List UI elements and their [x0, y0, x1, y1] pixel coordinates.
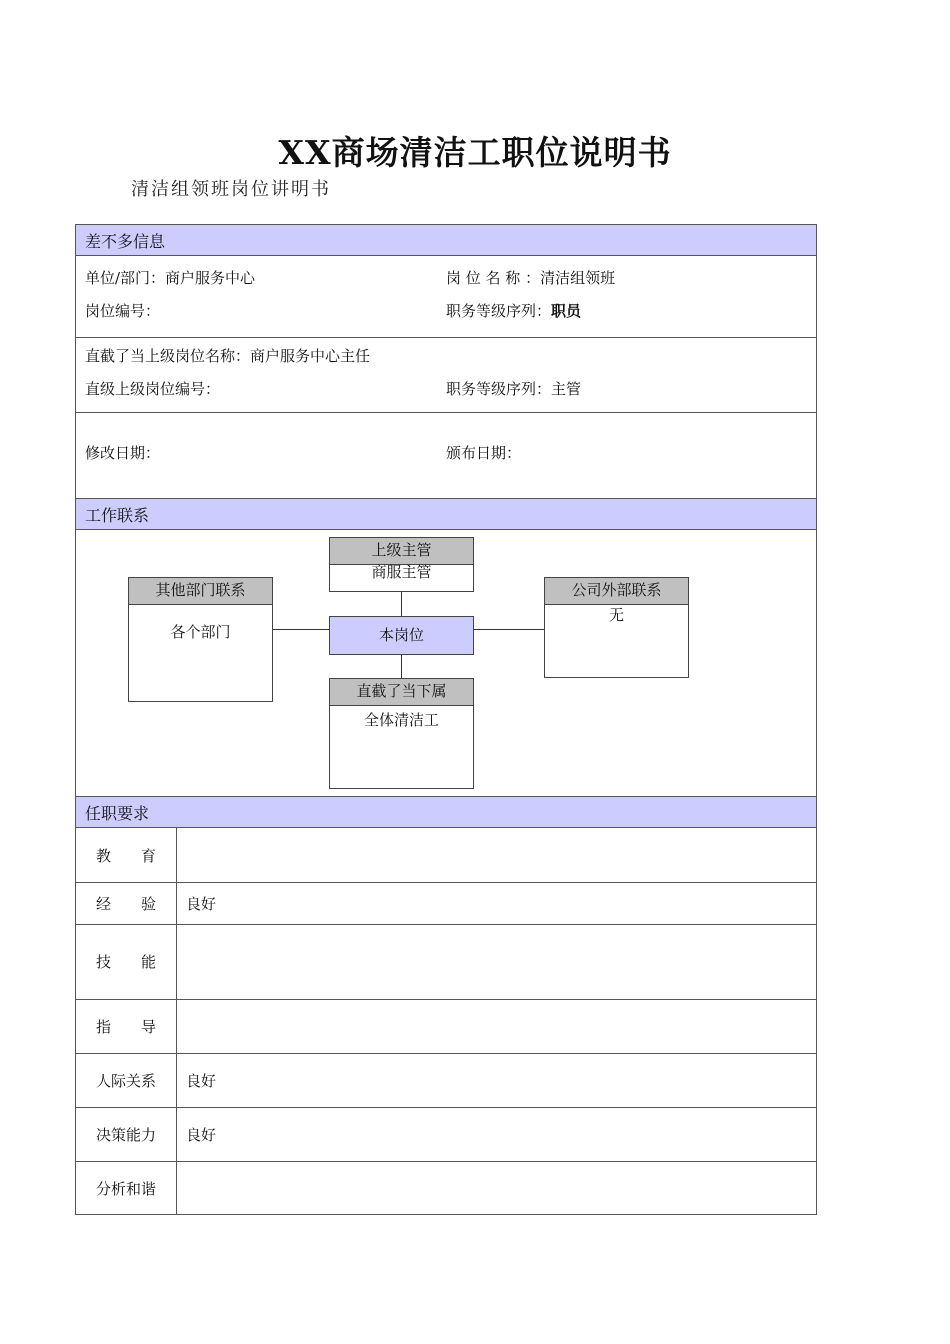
current-position-box: 本岗位: [329, 616, 474, 655]
requirement-label-decision: 决策能力: [95, 1125, 156, 1144]
external-box-content: 无: [608, 606, 624, 624]
grade-value: 职员: [551, 302, 582, 320]
document-subtitle: 清洁组领班岗位讲明书: [131, 179, 331, 200]
subordinate-box-title: 直截了当下属: [330, 679, 473, 706]
connector-line: [401, 591, 402, 617]
row-divider: [76, 1161, 816, 1162]
requirement-label-skills: 技 能: [95, 953, 156, 971]
superior-no-field: 直级上级岗位编号：: [85, 380, 221, 398]
other-dept-box-content: 各个部门: [170, 623, 231, 641]
position-name-value: 清洁组领班: [540, 269, 616, 287]
external-box: [544, 577, 689, 678]
grade-field: [446, 300, 581, 321]
modify-date-field: 修改日期：: [85, 444, 161, 462]
row-divider: [76, 999, 816, 1000]
basic-info-header: 差不多信息: [76, 225, 816, 256]
superior-grade-field: 职务等级序列：主管: [446, 380, 582, 398]
requirement-value-experience: 良好: [186, 894, 217, 913]
connector-line: [272, 629, 330, 630]
divider: [76, 337, 816, 338]
subordinate-box-content: 全体清洁工: [363, 711, 439, 729]
external-box-title: 公司外部联系: [545, 578, 688, 605]
requirement-label-relations: 人际关系: [95, 1071, 156, 1090]
requirement-label-experience: 经 验: [95, 894, 156, 913]
divider: [76, 412, 816, 413]
position-name-label: 岗 位 名 称 ：: [446, 269, 541, 287]
unit-field: 单位/部门：商户服务中心: [85, 269, 256, 287]
subordinate-box: [329, 678, 474, 789]
requirement-value-relations: 良好: [186, 1071, 217, 1090]
requirement-label-analysis: 分析和谐: [95, 1179, 156, 1198]
connector-line: [401, 654, 402, 679]
job-description-form: [75, 224, 817, 1215]
other-dept-box-title: 其他部门联系: [129, 578, 272, 605]
position-name-field: [446, 267, 615, 288]
column-divider: [176, 828, 177, 1215]
superior-name-field: 直截了当上级岗位名称：商户服务中心主任: [85, 347, 371, 365]
requirement-label-education: 教 育: [95, 846, 156, 865]
other-dept-box: [128, 577, 273, 702]
superior-box-title: 上级主管: [330, 538, 473, 565]
requirement-label-guidance: 指 导: [95, 1017, 156, 1036]
document-title: XX商场清洁工职位说明书: [278, 133, 672, 172]
requirements-header: 任职要求: [76, 796, 816, 828]
superior-box-content: 商服主管: [371, 563, 432, 581]
grade-label: 职务等级序列：: [446, 302, 552, 320]
row-divider: [76, 924, 816, 925]
position-no-field: 岗位编号：: [85, 302, 161, 320]
work-relations-header: 工作联系: [76, 498, 816, 530]
requirement-value-decision: 良好: [186, 1125, 217, 1144]
superior-box: [329, 537, 474, 592]
connector-line: [473, 629, 545, 630]
issue-date-field: 颁布日期：: [446, 444, 522, 462]
